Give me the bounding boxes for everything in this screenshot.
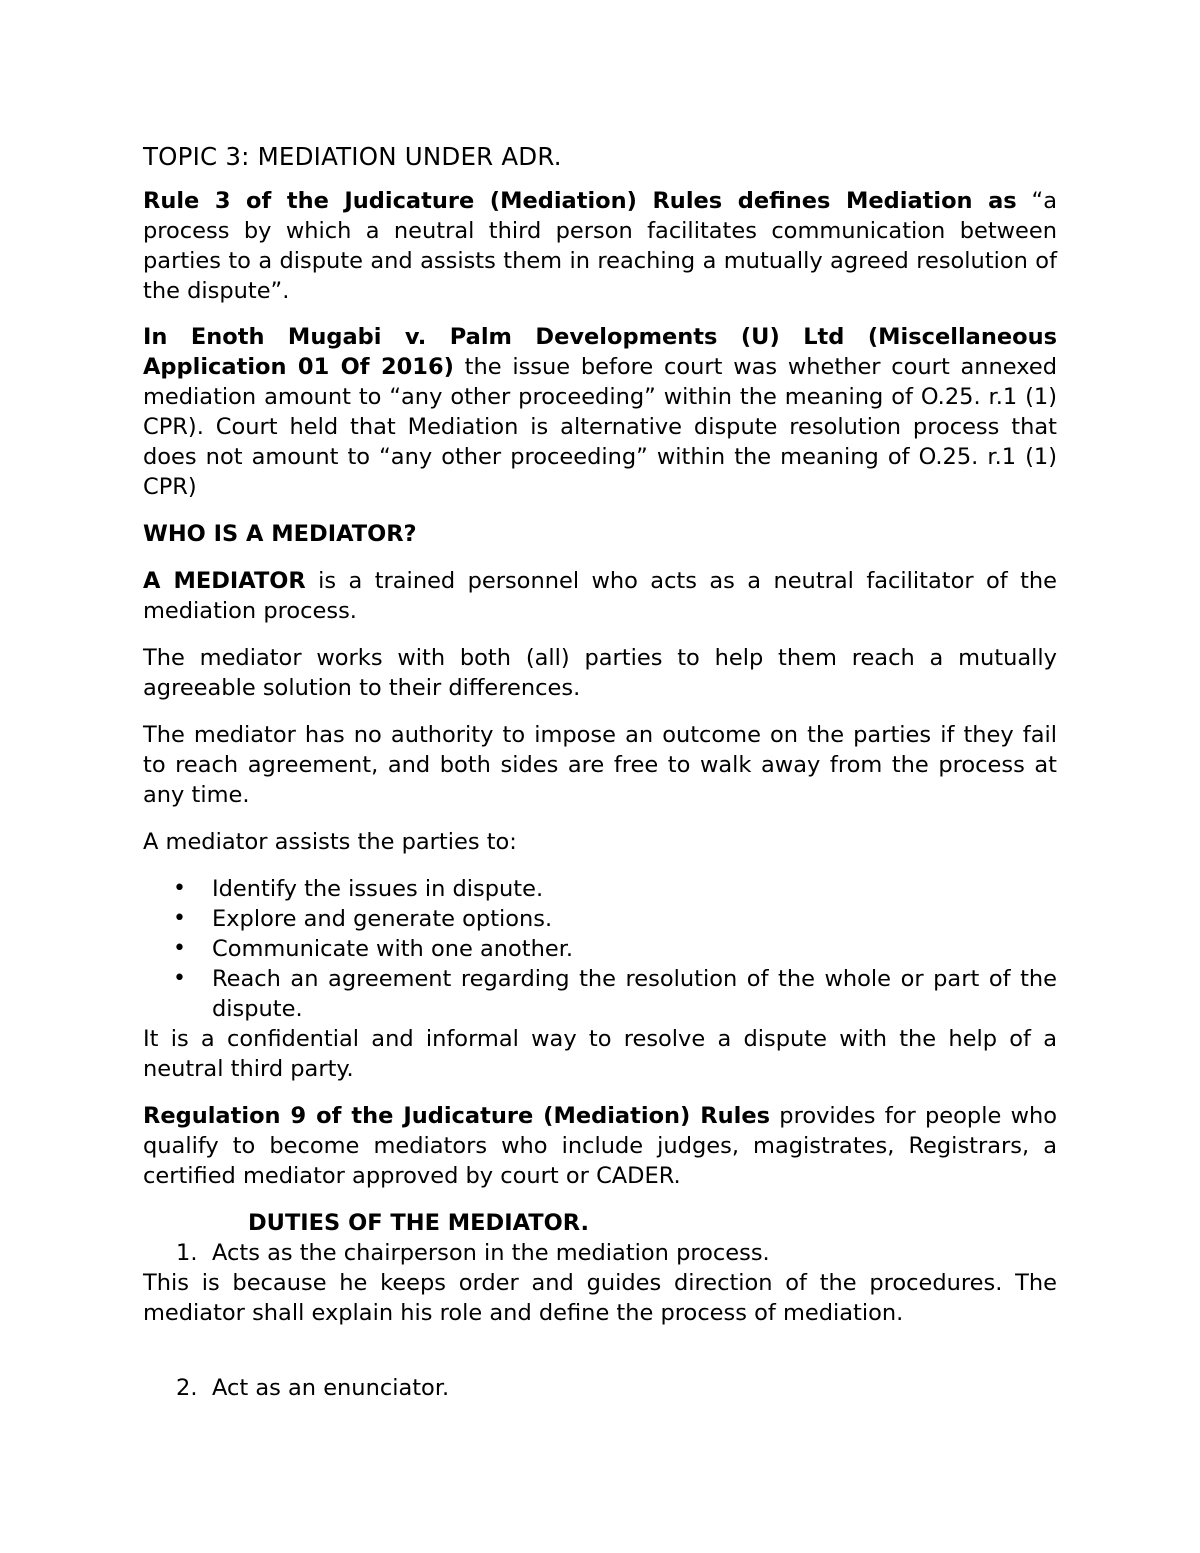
list-item: • Identify the issues in dispute. [173, 876, 544, 902]
mediation-definition-text: “a process by which a neutral third person facilitates communication between parties to a dispute and assists them in reaching a mutually agreed resolution of the dispute”. [143, 188, 1057, 304]
paragraph-regulation-9 [143, 1101, 1057, 1191]
paragraph-mediator-assists: A mediator assists the parties to: [143, 829, 517, 855]
paragraph-confidential: It is a confidential and informal way to resolve a dispute with the help of a neutral third party. [143, 1026, 1057, 1082]
duty-item-2: 2. Act as an enunciator. [176, 1375, 450, 1401]
rule-3-citation: Rule 3 of the Judicature (Mediation) Rules defines Mediation as [143, 188, 1017, 214]
heading-who-is-mediator: WHO IS A MEDIATOR? [143, 521, 417, 547]
duty-item-1: 1. Acts as the chairperson in the mediation process. [176, 1240, 770, 1266]
duty-number: 2. [176, 1375, 198, 1401]
assist-list [143, 874, 1057, 1024]
duty-number: 1. [176, 1240, 198, 1266]
paragraph-chairperson-explanation: This is because he keeps order and guides direction of the procedures. The mediator shall explain his role and define the process of mediation. [143, 1270, 1057, 1326]
heading-duties: DUTIES OF THE MEDIATOR. [248, 1210, 590, 1236]
case-citation: In Enoth Mugabi v. Palm Developments (U) Ltd (Miscellaneous Application 01 Of 2016) [143, 324, 1057, 380]
paragraph-mediator-definition [143, 566, 1057, 626]
paragraph-mediator-works: The mediator works with both (all) parties to help them reach a mutually agreeable solution to their differences. [143, 645, 1057, 701]
regulation-9-text: provides for people who qualify to become mediators who include judges, magistrates, Registrars, a certified mediator approved by court or CADER. [143, 1103, 1058, 1189]
paragraph-case-law [143, 322, 1057, 502]
duties-list-part-2 [143, 1373, 1057, 1403]
bullet-icon: • [173, 936, 186, 961]
paragraph-mediation-definition [143, 186, 1057, 306]
bullet-icon: • [173, 966, 186, 991]
list-item: • Reach an agreement regarding the resolution of the whole or part of the dispute. [173, 966, 1057, 1022]
list-item: • Explore and generate options. [173, 906, 553, 932]
regulation-9-citation: Regulation 9 of the Judicature (Mediation) Rules [143, 1103, 771, 1129]
list-item: • Communicate with one another. [173, 936, 574, 962]
duties-list-part-1 [143, 1238, 1057, 1268]
bullet-icon: • [173, 876, 186, 901]
mediator-term: A MEDIATOR [143, 568, 306, 594]
bullet-icon: • [173, 906, 186, 931]
mediator-definition-text: is a trained personnel who acts as a neutral facilitator of the mediation process. [143, 568, 1057, 624]
paragraph-mediator-authority: The mediator has no authority to impose an outcome on the parties if they fail to reach agreement, and both sides are free to walk away from the process at any time. [143, 722, 1057, 808]
case-law-text: the issue before court was whether court annexed mediation amount to “any other proceeding” within the meaning of O.25. r.1 (1) CPR). Court held that Mediation is alternative dispute resolution process that does not amount to “any other proceeding” within the meaning of O.25. r.1 (1) CPR) [143, 354, 1058, 500]
document-title: TOPIC 3: MEDIATION UNDER ADR. [143, 142, 562, 171]
document-page [143, 140, 1057, 1403]
